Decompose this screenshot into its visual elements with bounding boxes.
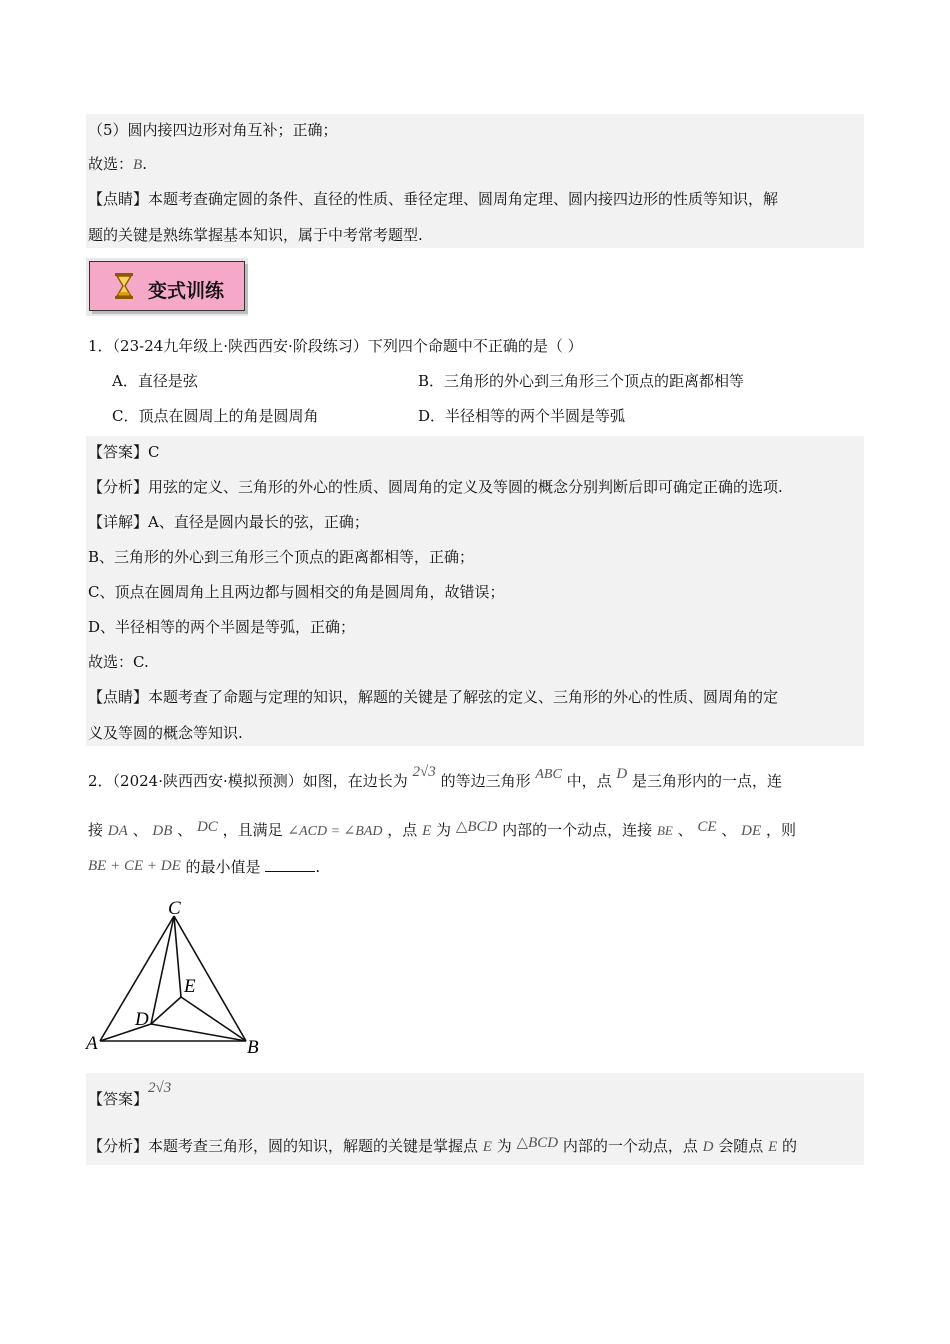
q2-seg-de: DE xyxy=(741,823,762,839)
label-a: A xyxy=(86,1033,98,1054)
q2-l2-text-b: ，且满足 xyxy=(222,821,283,839)
q1-detail-3: C、顶点在圆周角上且两边都与圆相交的角是圆周角，故错误； xyxy=(88,583,505,601)
hourglass-icon xyxy=(114,272,134,304)
q2-analysis xyxy=(88,1136,797,1157)
q2-seg-db: DB xyxy=(152,823,173,839)
q2-analysis-text-a: 【分析】本题考查三角形，圆的知识，解题的关键是掌握点 xyxy=(88,1137,479,1155)
q1-option-a: A．直径是弦 xyxy=(112,372,198,390)
q1-option-b: B．三角形的外心到三角形三个顶点的距离都相等 xyxy=(418,372,745,390)
q2-analysis-text-c: 内部的一个动点，点 xyxy=(562,1137,698,1155)
q1-detail-1: 【详解】A、直径是圆内最长的弦，正确； xyxy=(88,513,369,531)
q2-side-length: 2√3 xyxy=(412,764,436,780)
badge-label: 变式训练 xyxy=(148,280,225,302)
q2-l2-text-f: ，则 xyxy=(765,821,796,839)
q2-triangle-abc: ABC xyxy=(535,767,562,782)
q2-l2-sep-2: 、 xyxy=(177,821,193,839)
q1-choice: 故选：C. xyxy=(88,653,149,671)
q2-l2-sep-3: 、 xyxy=(677,821,693,839)
q1-answer: 【答案】C xyxy=(88,443,160,461)
q2-triangle-bcd: △BCD xyxy=(455,819,498,835)
q2-l2-text-c: ，点 xyxy=(387,821,418,839)
q2-seg-dc: DC xyxy=(196,819,218,835)
q2-l2-text-d: 为 xyxy=(436,821,452,839)
q2-analysis-e2: E xyxy=(768,1139,778,1155)
q2-l2-sep-4: 、 xyxy=(721,821,737,839)
q2-point-d: D xyxy=(616,766,628,782)
q2-l2-sep-1: 、 xyxy=(132,821,148,839)
q2-l2-text-a: 接 xyxy=(88,821,104,839)
q2-l3-text-a: 的最小值是 xyxy=(185,858,261,876)
q2-l1-text-b: 的等边三角形 xyxy=(440,772,531,790)
q2-answer-value: 2√3 xyxy=(148,1080,172,1096)
top-choice-letter: B xyxy=(133,157,143,173)
top-comment-line-1: 【点睛】本题考查确定圆的条件、直径的性质、垂径定理、圆周角定理、圆内接四边形的性质等知识，解 xyxy=(88,190,779,208)
item-5-text: （5）圆内接四边形对角互补；正确； xyxy=(88,121,338,139)
q2-answer-blank[interactable] xyxy=(265,857,315,872)
q1-detail-4: D、半径相等的两个半圆是等弧，正确； xyxy=(88,618,356,636)
q2-line-2 xyxy=(88,820,796,842)
q2-analysis-e: E xyxy=(482,1139,492,1155)
label-c: C xyxy=(168,898,181,919)
q2-seg-ce: CE xyxy=(697,819,717,835)
top-choice-suffix: . xyxy=(142,155,147,173)
q1-option-d: D．半径相等的两个半圆是等弧 xyxy=(418,407,626,425)
q2-analysis-d: D xyxy=(702,1139,714,1155)
top-comment-line-2: 题的关键是熟练掌握基本知识，属于中考常考题型. xyxy=(88,226,423,244)
q2-answer-label: 【答案】 xyxy=(88,1090,149,1108)
q2-point-e: E xyxy=(422,823,432,839)
q2-line-3 xyxy=(88,857,320,878)
q1-analysis: 【分析】用弦的定义、三角形的外心的性质、圆周角的定义及等圆的概念分别判断后即可确定正确的选项. xyxy=(88,478,783,496)
q2-figure xyxy=(80,895,280,1060)
variant-training-badge xyxy=(86,258,248,316)
q1-comment-line-2: 义及等圆的概念等知识. xyxy=(88,724,243,742)
q2-l1-text-c: 中，点 xyxy=(566,772,612,790)
q2-analysis-text-d: 会随点 xyxy=(718,1137,764,1155)
q1-option-c: C．顶点在圆周上的角是圆周角 xyxy=(112,407,319,425)
q2-seg-be: BE xyxy=(656,823,673,838)
q1-stem: 1．（23-24九年级上·陕西西安·阶段练习）下列四个命题中不正确的是（ ） xyxy=(88,337,583,355)
q2-l3-text-b: . xyxy=(315,858,321,876)
q2-analysis-text-b: 为 xyxy=(496,1137,512,1155)
label-e: E xyxy=(184,976,196,997)
q2-analysis-text-e: 的 xyxy=(782,1137,798,1155)
top-choice xyxy=(88,154,147,175)
q1-comment-line-1: 【点睛】本题考查了命题与定理的知识，解题的关键是了解弦的定义、三角形的外心的性质、圆周角的定 xyxy=(88,688,779,706)
q2-sum-expression: BE + CE + DE xyxy=(88,858,181,874)
q2-seg-da: DA xyxy=(107,823,128,839)
q2-analysis-bcd: △BCD xyxy=(516,1135,559,1151)
label-b: B xyxy=(247,1037,259,1058)
q2-angle-condition: ∠ACD = ∠BAD xyxy=(287,824,383,839)
q2-l2-text-e: 内部的一个动点，连接 xyxy=(502,821,653,839)
q2-answer xyxy=(88,1080,172,1110)
q2-l1-text-a: 2．（2024·陕西西安·模拟预测）如图，在边长为 xyxy=(88,772,408,790)
badge-panel xyxy=(89,261,245,311)
top-choice-prefix: 故选： xyxy=(88,155,134,173)
q2-line-1 xyxy=(88,764,783,793)
label-d: D xyxy=(135,1009,149,1030)
q1-detail-2: B、三角形的外心到三角形三个顶点的距离都相等，正确； xyxy=(88,548,475,566)
q2-l1-text-d: 是三角形内的一点，连 xyxy=(632,772,783,790)
